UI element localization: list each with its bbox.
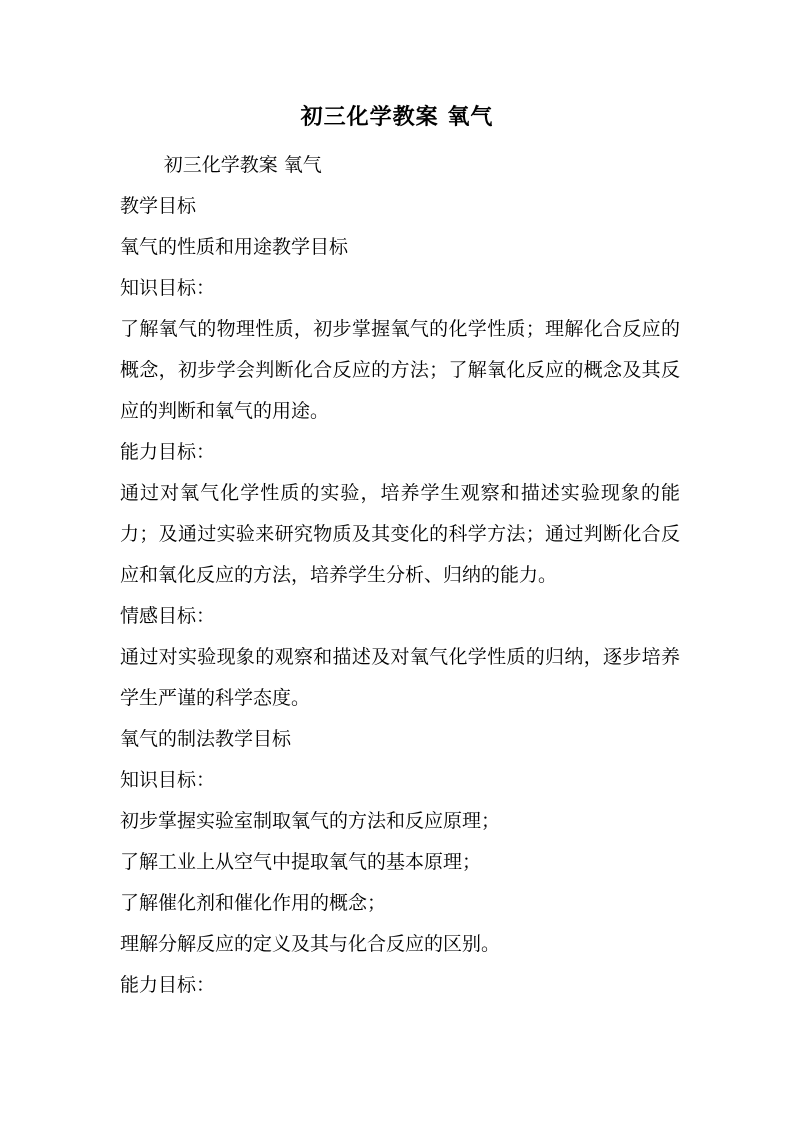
list-item-decomposition: 理解分解反应的定义及其与化合反应的区别。	[120, 933, 501, 955]
list-item-industrial-method: 了解工业上从空气中提取氧气的基本原理；	[120, 851, 482, 873]
section-heading-properties-goals: 氧气的性质和用途教学目标	[120, 236, 349, 258]
document-body	[120, 145, 680, 1006]
document-title: 初三化学教案 氧气	[300, 104, 494, 130]
list-item-catalyst: 了解催化剂和催化作用的概念；	[120, 892, 387, 914]
heading-ability-goals-2: 能力目标：	[120, 974, 216, 996]
subtitle-paragraph: 初三化学教案 氧气	[163, 154, 322, 176]
paragraph-emotion-goals: 通过对实验现象的观察和描述及对氧气化学性质的归纳，逐步培养学生严谨的科学态度。	[120, 646, 680, 709]
heading-knowledge-goals-2: 知识目标：	[120, 769, 216, 791]
section-heading-preparation-goals: 氧气的制法教学目标	[120, 728, 292, 750]
paragraph-knowledge-goals: 了解氧气的物理性质，初步掌握氧气的化学性质；理解化合反应的概念，初步学会判断化合反应的方法；了解氧化反应的概念及其反应的判断和氧气的用途。	[120, 318, 680, 422]
list-item-lab-method: 初步掌握实验室制取氧气的方法和反应原理；	[120, 810, 501, 832]
paragraph-ability-goals: 通过对氧气化学性质的实验，培养学生观察和描述实验现象的能力；及通过实验来研究物质及其变化的科学方法；通过判断化合反应和氧化反应的方法，培养学生分析、归纳的能力。	[120, 482, 680, 586]
heading-knowledge-goals: 知识目标：	[120, 277, 216, 299]
section-heading-teaching-goals: 教学目标	[120, 195, 197, 217]
heading-emotion-goals: 情感目标：	[120, 605, 216, 627]
heading-ability-goals: 能力目标：	[120, 441, 216, 463]
